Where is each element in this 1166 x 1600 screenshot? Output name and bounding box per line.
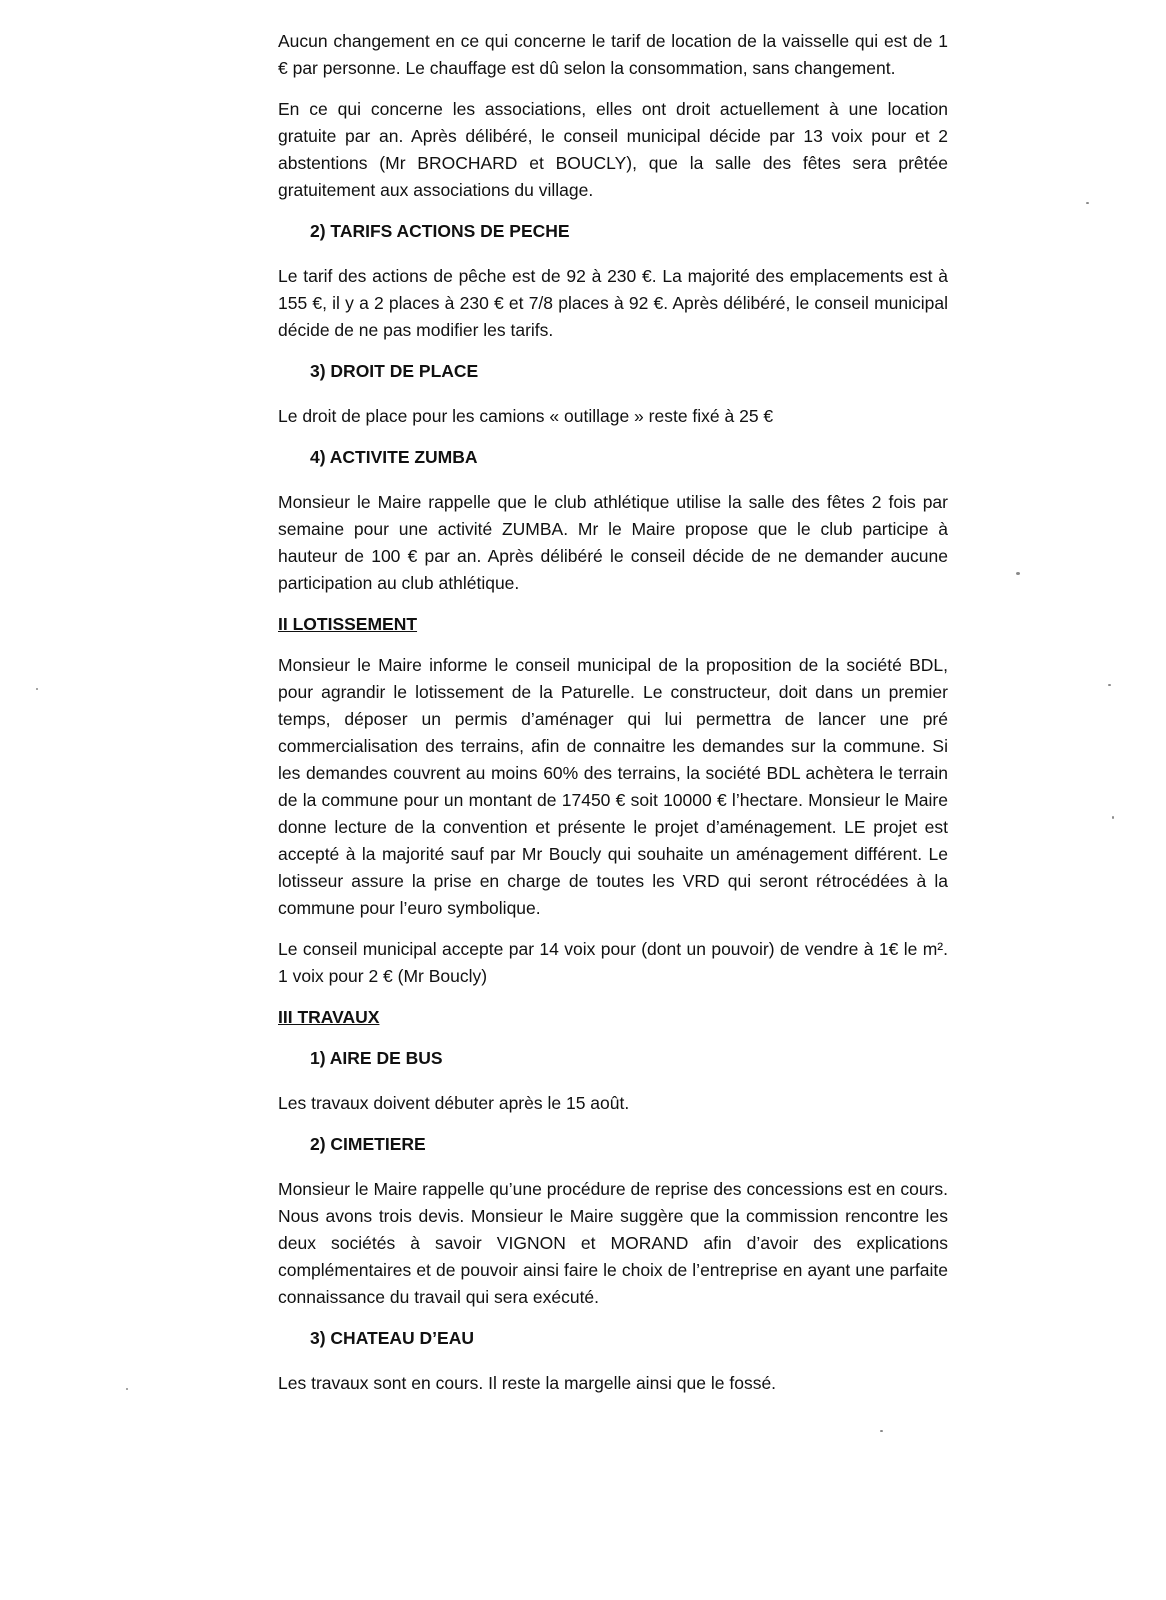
scan-speck: [1108, 684, 1111, 686]
scan-speck: [880, 1430, 883, 1432]
section-heading-lotissement: II LOTISSEMENT: [278, 614, 418, 634]
section-heading-travaux: III TRAVAUX: [278, 1007, 380, 1027]
paragraph-lotissement-vote: Le conseil municipal accepte par 14 voix pour (dont un pouvoir) de vendre à 1€ le m². 1 voix pour 2 € (Mr Boucly): [278, 939, 948, 986]
heading-chateau-d-eau: 3) CHATEAU D’EAU: [310, 1328, 474, 1348]
paragraph-chateau-d-eau: Les travaux sont en cours. Il reste la margelle ainsi que le fossé.: [278, 1373, 777, 1393]
document-page: [278, 28, 948, 1397]
heading-aire-de-bus: 1) AIRE DE BUS: [310, 1048, 443, 1068]
heading-cimetiere: 2) CIMETIERE: [310, 1134, 426, 1154]
paragraph-vaisselle: Aucun changement en ce qui concerne le tarif de location de la vaisselle qui est de 1 € par personne. Le chauffage est dû selon la consommation, sans changement.: [278, 31, 948, 78]
paragraph-aire-de-bus: Les travaux doivent débuter après le 15 août.: [278, 1093, 630, 1113]
paragraph-zumba: Monsieur le Maire rappelle que le club athlétique utilise la salle des fêtes 2 fois par semaine pour une activité ZUMBA. Mr le Maire propose que le club participe à hauteur de 100 € par an. Après délibéré le conseil décide de ne demander aucune participation au club athlétique.: [278, 492, 948, 593]
paragraph-droit-de-place: Le droit de place pour les camions « outillage » reste fixé à 25 €: [278, 406, 774, 426]
heading-tarifs-peche: 2) TARIFS ACTIONS DE PECHE: [310, 221, 570, 241]
paragraph-lotissement: Monsieur le Maire informe le conseil municipal de la proposition de la société BDL, pour agrandir le lotissement de la Paturelle. Le constructeur, doit dans un premier temps, déposer un permis d’aménager qui lui permettra de lancer une pré commercialisation des terrains, afin de connaitre les demandes sur la commune. Si les demandes couvrent au moins 60% des terrains, la société BDL achètera le terrain de la commune pour un montant de 17450 € soit 10000 € l’hectare. Monsieur le Maire donne lecture de la convention et présente le projet d’aménagement. LE projet est accepté à la majorité sauf par Mr Boucly qui souhaite un aménagement différent. Le lotisseur assure la prise en charge de toutes les VRD qui seront rétrocédées à la commune pour l’euro symbolique.: [278, 655, 948, 918]
scan-speck: [1016, 572, 1020, 575]
scan-speck: [126, 1388, 128, 1390]
paragraph-cimetiere: Monsieur le Maire rappelle qu’une procédure de reprise des concessions est en cours. Nous avons trois devis. Monsieur le Maire suggère que la commission rencontre les deux sociétés à savoir VIGNON et MORAND afin d’avoir des explications complémentaires et de pouvoir ainsi faire le choix de l’entreprise en ayant une parfaite connaissance du travail qui sera exécuté.: [278, 1179, 948, 1307]
heading-activite-zumba: 4) ACTIVITE ZUMBA: [310, 447, 478, 467]
paragraph-associations: En ce qui concerne les associations, elles ont droit actuellement à une location gratuite par an. Après délibéré, le conseil municipal décide par 13 voix pour et 2 abstentions (Mr BROCHARD et BOUCLY), que la salle des fêtes sera prêtée gratuitement aux associations du village.: [278, 99, 948, 200]
scan-speck: [36, 688, 38, 690]
scan-speck: [1112, 816, 1114, 819]
heading-droit-de-place: 3) DROIT DE PLACE: [310, 361, 479, 381]
paragraph-peche: Le tarif des actions de pêche est de 92 à 230 €. La majorité des emplacements est à 155 €, il y a 2 places à 230 € et 7/8 places à 92 €. Après délibéré, le conseil municipal décide de ne pas modifier les tarifs.: [278, 266, 948, 340]
scan-speck: [1086, 202, 1089, 204]
